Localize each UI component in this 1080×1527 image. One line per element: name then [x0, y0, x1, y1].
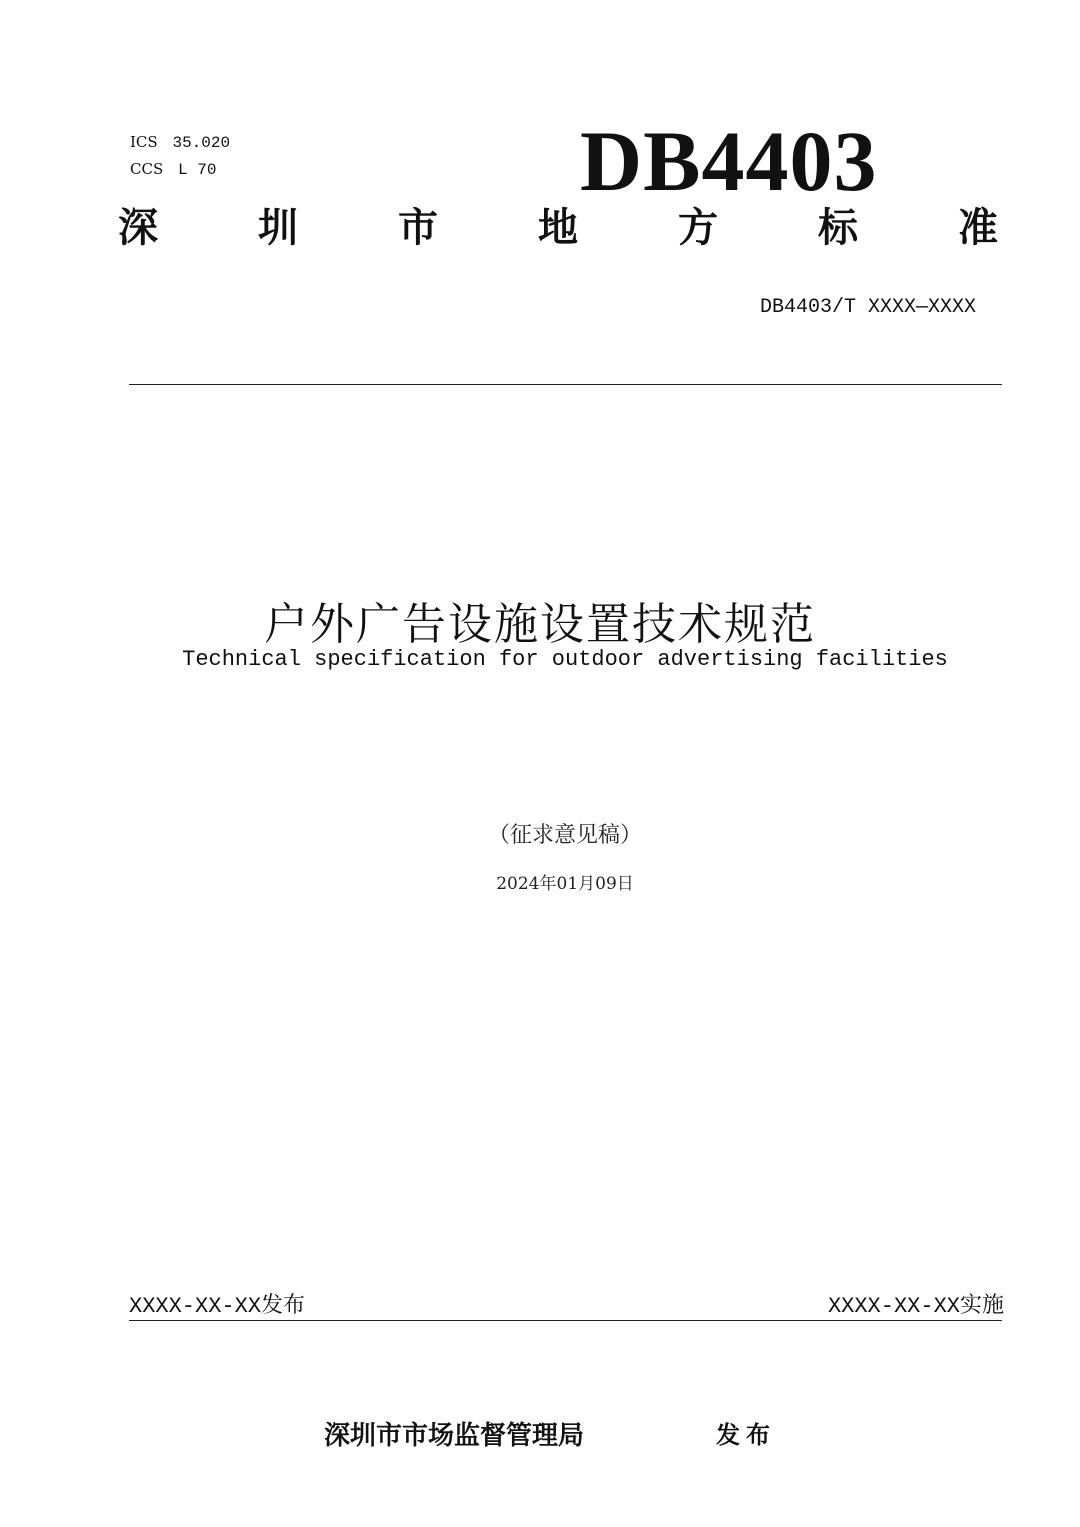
- implement-label: 实施: [959, 1293, 1004, 1318]
- issuer-suffix: 发布: [716, 1421, 776, 1449]
- ccs-label: CCS: [130, 160, 164, 178]
- draft-status: （征求意见稿）: [487, 823, 642, 848]
- standard-type-char: 深: [118, 205, 158, 251]
- ics-label: ICS: [130, 133, 158, 151]
- publish-date-line: [129, 1288, 305, 1319]
- standard-type-char: 市: [398, 205, 438, 251]
- standard-type-char: 圳: [258, 205, 298, 251]
- ccs-value: L 70: [178, 161, 217, 179]
- standard-type-char: 方: [678, 205, 718, 251]
- ccs-classification: [130, 160, 216, 179]
- ics-classification: [130, 133, 230, 152]
- implement-date: XXXX-XX-XX: [827, 1294, 960, 1319]
- publish-date: XXXX-XX-XX: [129, 1294, 262, 1319]
- standard-type-char: 地: [538, 205, 578, 251]
- draft-date: 2024年01月09日: [496, 874, 634, 894]
- ics-value: 35.020: [172, 134, 231, 152]
- document-title-english: Technical specification for outdoor advertising facilities: [182, 647, 948, 672]
- issuing-authority: 深圳市市场监督管理局: [324, 1421, 585, 1451]
- standard-type-char: 准: [958, 205, 998, 251]
- footer-divider: [129, 1320, 1002, 1321]
- db-code-heading: DB4403: [580, 113, 878, 209]
- standard-number: DB4403/T XXXX—XXXX: [759, 296, 976, 319]
- publish-label: 发布: [261, 1293, 306, 1318]
- standard-type-char: 标: [818, 205, 858, 251]
- standard-type-heading: [118, 205, 998, 251]
- document-title-chinese: 户外广告设施设置技术规范: [264, 599, 816, 650]
- header-divider: [129, 384, 1002, 385]
- implement-date-line: [828, 1288, 1004, 1319]
